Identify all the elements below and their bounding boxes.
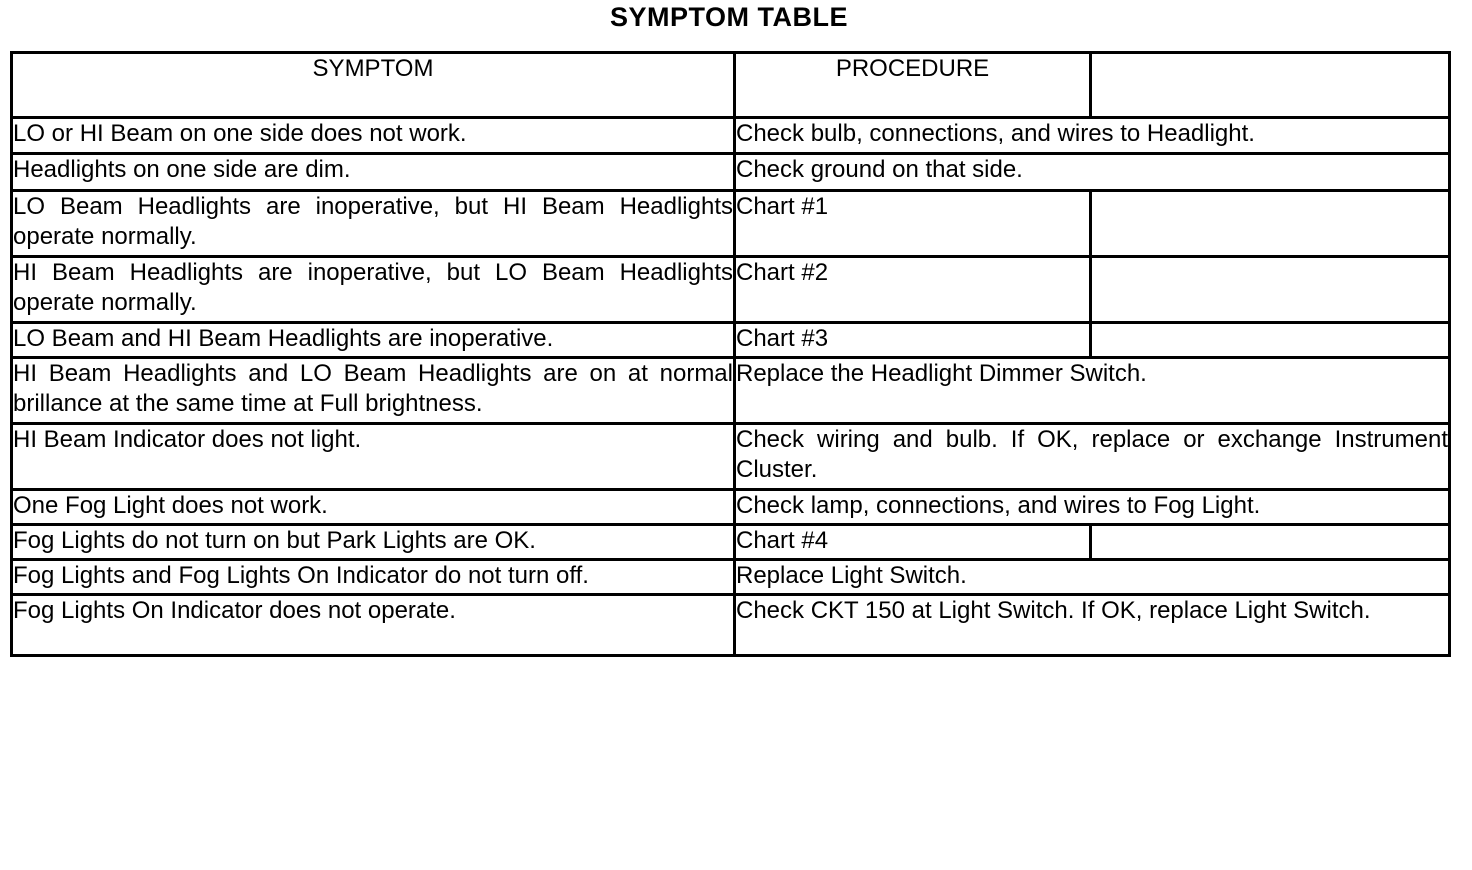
chart-reference-cell: Chart #2 bbox=[735, 257, 1091, 323]
chart-reference-cell: Chart #1 bbox=[735, 191, 1091, 257]
symptom-cell: LO Beam and HI Beam Headlights are inoperative. bbox=[12, 323, 735, 358]
procedure-cell: Check lamp, connections, and wires to Fog Light. bbox=[735, 490, 1450, 525]
symptom-cell: LO Beam Headlights are inoperative, but HI Beam Headlights operate normally. bbox=[12, 191, 735, 257]
table-header-row bbox=[12, 53, 1450, 118]
blank-cell bbox=[1091, 525, 1450, 560]
symptom-cell: Fog Lights On Indicator does not operate. bbox=[12, 595, 735, 656]
table-row bbox=[12, 424, 1450, 490]
procedure-cell: Check ground on that side. bbox=[735, 154, 1450, 191]
symptom-cell: One Fog Light does not work. bbox=[12, 490, 735, 525]
table-row bbox=[12, 490, 1450, 525]
header-procedure: PROCEDURE bbox=[735, 53, 1091, 118]
table-row bbox=[12, 191, 1450, 257]
procedure-cell: Replace the Headlight Dimmer Switch. bbox=[735, 358, 1450, 424]
blank-cell bbox=[1091, 257, 1450, 323]
procedure-cell: Check wiring and bulb. If OK, replace or exchange Instrument Cluster. bbox=[735, 424, 1450, 490]
symptom-cell: Fog Lights and Fog Lights On Indicator do not turn off. bbox=[12, 560, 735, 595]
symptom-cell: LO or HI Beam on one side does not work. bbox=[12, 118, 735, 154]
blank-cell bbox=[1091, 323, 1450, 358]
symptom-cell: Fog Lights do not turn on but Park Lights are OK. bbox=[12, 525, 735, 560]
blank-cell bbox=[1091, 191, 1450, 257]
chart-reference-cell: Chart #4 bbox=[735, 525, 1091, 560]
header-symptom: SYMPTOM bbox=[12, 53, 735, 118]
procedure-cell: Check CKT 150 at Light Switch. If OK, replace Light Switch. bbox=[735, 595, 1450, 656]
table-row bbox=[12, 358, 1450, 424]
table-row bbox=[12, 118, 1450, 154]
header-blank bbox=[1091, 53, 1450, 118]
procedure-cell: Replace Light Switch. bbox=[735, 560, 1450, 595]
symptom-cell: HI Beam Indicator does not light. bbox=[12, 424, 735, 490]
table-row bbox=[12, 525, 1450, 560]
table-row bbox=[12, 257, 1450, 323]
symptom-cell: HI Beam Headlights and LO Beam Headlights are on at normal brillance at the same time at Full brightness. bbox=[12, 358, 735, 424]
procedure-cell: Check bulb, connections, and wires to Headlight. bbox=[735, 118, 1450, 154]
chart-reference-cell: Chart #3 bbox=[735, 323, 1091, 358]
table-row bbox=[12, 595, 1450, 656]
page-title: SYMPTOM TABLE bbox=[609, 2, 848, 32]
table-row bbox=[12, 560, 1450, 595]
table-row bbox=[12, 323, 1450, 358]
table-row bbox=[12, 154, 1450, 191]
symptom-table bbox=[10, 51, 1451, 657]
symptom-cell: Headlights on one side are dim. bbox=[12, 154, 735, 191]
symptom-cell: HI Beam Headlights are inoperative, but LO Beam Headlights operate normally. bbox=[12, 257, 735, 323]
